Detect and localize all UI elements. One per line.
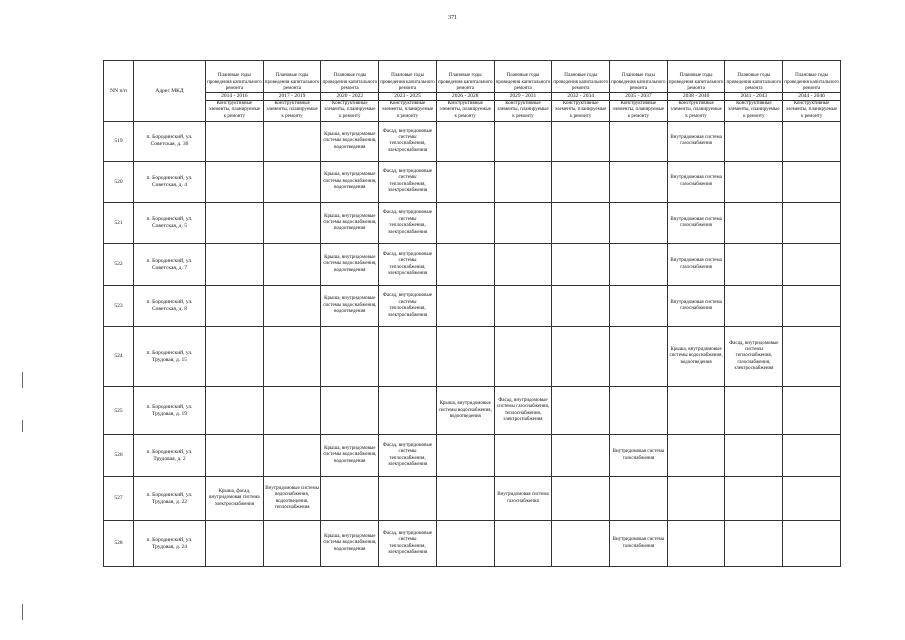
- row-works-cell: [610, 285, 668, 326]
- row-works-cell: Внутридомовая система газоснабжения: [610, 521, 668, 567]
- row-works-cell: Крыша, внутридомовые системы водоснабжения, водоотведения: [321, 244, 379, 285]
- row-works-cell: [667, 435, 725, 476]
- row-works-cell: [783, 244, 841, 285]
- row-works-cell: Фасад, внутридомовые системы теплоснабжения, электроснабжения: [379, 161, 437, 202]
- row-address: п. Бородинский, ул. Трудовая, д. 24: [134, 521, 206, 567]
- row-address: п. Бородинский, ул. Советская, д. 8: [134, 285, 206, 326]
- row-works-cell: [610, 327, 668, 387]
- row-works-cell: [725, 203, 783, 244]
- row-works-cell: [667, 521, 725, 567]
- header-planned-years: Плановые годы проведения капитального ремонта: [552, 61, 610, 93]
- row-works-cell: [436, 521, 494, 567]
- row-works-cell: [725, 476, 783, 520]
- row-works-cell: [783, 203, 841, 244]
- row-works-cell: [552, 285, 610, 326]
- header-planned-years: Плановые годы проведения капитального ремонта: [321, 61, 379, 93]
- row-works-cell: [610, 476, 668, 520]
- row-works-cell: [436, 327, 494, 387]
- row-number: 522: [104, 244, 134, 285]
- row-works-cell: [725, 161, 783, 202]
- row-works-cell: [725, 435, 783, 476]
- row-works-cell: [725, 244, 783, 285]
- header-elements: Конструктивные элементы, планируемые к ремонту: [552, 100, 610, 121]
- margin-mark: [22, 604, 23, 620]
- row-number: 524: [104, 327, 134, 387]
- row-works-cell: Фасад, внутридомовые системы теплоснабжения, электроснабжения: [379, 285, 437, 326]
- header-elements: Конструктивные элементы, планируемые к ремонту: [379, 100, 437, 121]
- header-elements: Конструктивные элементы, планируемые к ремонту: [783, 100, 841, 121]
- header-period: 2035 - 2037: [610, 93, 668, 101]
- row-works-cell: [321, 386, 379, 435]
- row-works-cell: [610, 161, 668, 202]
- header-period: 2017 - 2019: [263, 93, 321, 101]
- row-works-cell: Внутридомовая система газоснабжения: [667, 161, 725, 202]
- row-address: п. Бородинский, ул. Советская, д. 5: [134, 203, 206, 244]
- row-works-cell: Внутридомовая система газоснабжения: [667, 203, 725, 244]
- row-works-cell: [725, 386, 783, 435]
- row-works-cell: [667, 476, 725, 520]
- row-number: 521: [104, 203, 134, 244]
- header-period: 2023 - 2025: [379, 93, 437, 101]
- row-works-cell: [783, 327, 841, 387]
- row-number: 526: [104, 435, 134, 476]
- row-works-cell: Крыша, внутридомовые системы водоснабжения, водоотведения: [321, 161, 379, 202]
- row-works-cell: [552, 476, 610, 520]
- header-elements: Конструктивные элементы, планируемые к ремонту: [263, 100, 321, 121]
- row-works-cell: Крыша, внутридомовые системы водоснабжения, водоотведения: [321, 203, 379, 244]
- row-works-cell: [783, 285, 841, 326]
- row-works-cell: Внутридомовые системы водоснабжения, водоотведения, теплоснабжения: [263, 476, 321, 520]
- row-works-cell: Фасад, внутридомовые системы теплоснабжения, электроснабжения: [379, 244, 437, 285]
- header-planned-years: Плановые годы проведения капитального ремонта: [725, 61, 783, 93]
- row-works-cell: [206, 244, 264, 285]
- row-works-cell: [667, 386, 725, 435]
- row-works-cell: [494, 122, 552, 161]
- row-works-cell: [206, 122, 264, 161]
- row-works-cell: [552, 435, 610, 476]
- row-number: 520: [104, 161, 134, 202]
- row-works-cell: Фасад, внутридомовые системы теплоснабжения, газоснабжения, электроснабжения: [725, 327, 783, 387]
- row-works-cell: [494, 244, 552, 285]
- row-works-cell: Внутридомовая система газоснабжения: [667, 285, 725, 326]
- row-works-cell: [783, 435, 841, 476]
- row-works-cell: [552, 244, 610, 285]
- row-works-cell: [436, 244, 494, 285]
- row-works-cell: [379, 386, 437, 435]
- row-works-cell: [379, 327, 437, 387]
- row-works-cell: [725, 285, 783, 326]
- row-works-cell: [206, 203, 264, 244]
- row-works-cell: Фасад, внутридомовые системы газоснабжения, теплоснабжения, электроснабжения: [494, 386, 552, 435]
- row-works-cell: [263, 285, 321, 326]
- row-works-cell: [263, 244, 321, 285]
- row-works-cell: [436, 122, 494, 161]
- row-works-cell: [263, 327, 321, 387]
- table-row: [104, 386, 841, 435]
- header-elements: Конструктивные элементы, планируемые к ремонту: [436, 100, 494, 121]
- capital-repair-schedule-table: [103, 60, 841, 567]
- row-address: п. Бородинский, ул. Советская, д. 7: [134, 244, 206, 285]
- table-row: [104, 285, 841, 326]
- row-works-cell: [206, 386, 264, 435]
- row-works-cell: [436, 285, 494, 326]
- row-works-cell: Фасад, внутридомовые системы теплоснабжения, электроснабжения: [379, 521, 437, 567]
- row-works-cell: Крыша, внутридомовые системы водоснабжения, водоотведения: [436, 386, 494, 435]
- row-works-cell: [610, 244, 668, 285]
- header-elements: Конструктивные элементы, планируемые к ремонту: [206, 100, 264, 121]
- header-elements: Конструктивные элементы, планируемые к ремонту: [494, 100, 552, 121]
- row-address: п. Бородинский, ул. Советская, д. 30: [134, 122, 206, 161]
- header-planned-years: Плановые годы проведения капитального ремонта: [436, 61, 494, 93]
- row-works-cell: [436, 435, 494, 476]
- header-elements: Конструктивные элементы, планируемые к ремонту: [725, 100, 783, 121]
- row-works-cell: [552, 161, 610, 202]
- row-works-cell: Внутридомовая система газоснабжения: [667, 122, 725, 161]
- row-works-cell: [263, 521, 321, 567]
- header-period: 2038 - 2040: [667, 93, 725, 101]
- row-works-cell: [379, 476, 437, 520]
- margin-mark: [22, 420, 23, 432]
- row-works-cell: [552, 386, 610, 435]
- row-works-cell: Крыша, фасад, внутридомовая система электроснабжения: [206, 476, 264, 520]
- row-address: п. Бородинский, ул. Трудовая, д. 2: [134, 435, 206, 476]
- row-works-cell: [610, 122, 668, 161]
- row-works-cell: [783, 386, 841, 435]
- row-works-cell: [436, 476, 494, 520]
- header-period: 2032 - 2034: [552, 93, 610, 101]
- row-number: 519: [104, 122, 134, 161]
- row-works-cell: [436, 161, 494, 202]
- row-works-cell: [552, 122, 610, 161]
- header-period: 2026 - 2028: [436, 93, 494, 101]
- header-period: 2029 - 2031: [494, 93, 552, 101]
- row-works-cell: Крыша, внутридомовые системы водоснабжения, водоотведения: [321, 285, 379, 326]
- row-address: п. Бородинский, ул. Трудовая, д. 15: [134, 327, 206, 387]
- row-works-cell: [263, 161, 321, 202]
- header-planned-years: Плановые годы проведения капитального ремонта: [379, 61, 437, 93]
- header-period: 2014 - 2016: [206, 93, 264, 101]
- table-row: [104, 476, 841, 520]
- row-works-cell: Крыша, внутридомовые системы водоснабжения, водоотведения: [321, 435, 379, 476]
- row-works-cell: [206, 161, 264, 202]
- row-works-cell: Фасад, внутридомовые системы теплоснабжения, электроснабжения: [379, 435, 437, 476]
- table-row: [104, 244, 841, 285]
- row-works-cell: Крыша, внутридомовые системы водоснабжения, водоотведения: [321, 521, 379, 567]
- margin-mark: [22, 372, 23, 388]
- header-elements: Конструктивные элементы, планируемые к ремонту: [321, 100, 379, 121]
- row-address: п. Бородинский, ул. Трудовая, д. 22: [134, 476, 206, 520]
- header-planned-years: Плановые годы проведения капитального ремонта: [494, 61, 552, 93]
- row-works-cell: [552, 327, 610, 387]
- row-works-cell: [321, 327, 379, 387]
- row-works-cell: Внутридомовая система газоснабжения: [610, 435, 668, 476]
- row-number: 528: [104, 521, 134, 567]
- row-works-cell: [263, 203, 321, 244]
- row-address: п. Бородинский, ул. Советская, д. 4: [134, 161, 206, 202]
- row-number: 523: [104, 285, 134, 326]
- header-planned-years: Плановые годы проведения капитального ремонта: [667, 61, 725, 93]
- row-works-cell: [494, 285, 552, 326]
- row-works-cell: [725, 521, 783, 567]
- row-works-cell: [321, 476, 379, 520]
- row-works-cell: Внутридомовая система газоснабжения: [667, 244, 725, 285]
- table-row: [104, 521, 841, 567]
- table-row: [104, 327, 841, 387]
- table-row: [104, 203, 841, 244]
- row-works-cell: [263, 435, 321, 476]
- row-works-cell: Крыша, внутридомовые системы водоснабжения, водоотведения: [321, 122, 379, 161]
- row-works-cell: [783, 122, 841, 161]
- header-address: Адрес МКД: [134, 61, 206, 122]
- row-works-cell: [494, 521, 552, 567]
- row-works-cell: Фасад, внутридомовые системы теплоснабжения, электроснабжения: [379, 203, 437, 244]
- row-works-cell: [610, 203, 668, 244]
- row-works-cell: [494, 327, 552, 387]
- table-row: [104, 161, 841, 202]
- header-planned-years: Плановые годы проведения капитального ремонта: [263, 61, 321, 93]
- table-row: [104, 435, 841, 476]
- row-works-cell: [610, 386, 668, 435]
- row-works-cell: Внутридомовая система газоснабжения: [494, 476, 552, 520]
- row-works-cell: [725, 122, 783, 161]
- header-number: NN п/п: [104, 61, 134, 122]
- header-planned-years: Плановые годы проведения капитального ремонта: [206, 61, 264, 93]
- header-planned-years: Плановые годы проведения капитального ремонта: [783, 61, 841, 93]
- row-address: п. Бородинский, ул. Трудовая, д. 19: [134, 386, 206, 435]
- page-number: 371: [448, 15, 457, 21]
- header-elements: Конструктивные элементы, планируемые к ремонту: [667, 100, 725, 121]
- row-works-cell: Крыша, внутридомовые системы водоснабжения, водоотведения: [667, 327, 725, 387]
- table-row: [104, 122, 841, 161]
- header-period: 2044 - 2046: [783, 93, 841, 101]
- row-works-cell: [783, 161, 841, 202]
- row-works-cell: [783, 476, 841, 520]
- row-number: 525: [104, 386, 134, 435]
- row-works-cell: [494, 161, 552, 202]
- row-works-cell: [494, 435, 552, 476]
- header-period: 2020 - 2022: [321, 93, 379, 101]
- header-planned-years: Плановые годы проведения капитального ремонта: [610, 61, 668, 93]
- row-works-cell: [436, 203, 494, 244]
- header-elements: Конструктивные элементы, планируемые к ремонту: [610, 100, 668, 121]
- row-works-cell: [263, 122, 321, 161]
- header-period: 2041 - 2043: [725, 93, 783, 101]
- row-works-cell: [783, 521, 841, 567]
- row-works-cell: [206, 521, 264, 567]
- row-works-cell: [494, 203, 552, 244]
- row-works-cell: [552, 203, 610, 244]
- row-works-cell: [206, 285, 264, 326]
- row-works-cell: Фасад, внутридомовые системы теплоснабжения, электроснабжения: [379, 122, 437, 161]
- row-works-cell: [552, 521, 610, 567]
- row-number: 527: [104, 476, 134, 520]
- row-works-cell: [206, 327, 264, 387]
- row-works-cell: [206, 435, 264, 476]
- row-works-cell: [263, 386, 321, 435]
